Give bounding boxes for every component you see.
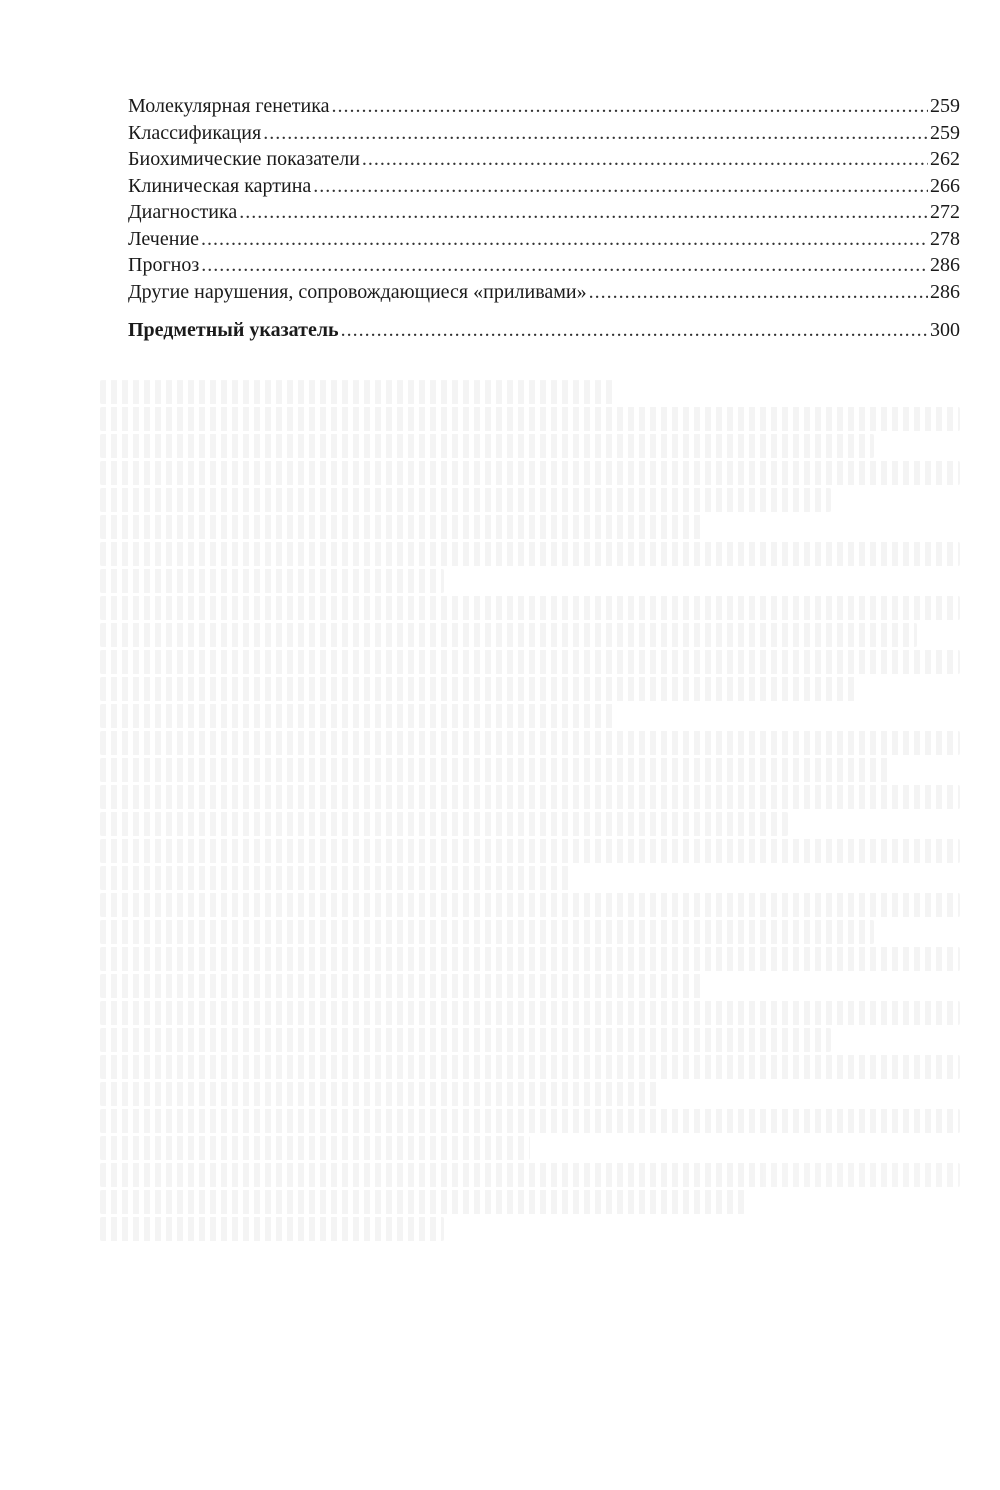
table-of-contents — [128, 93, 960, 344]
toc-dot-leader — [313, 173, 928, 200]
show-through-background — [100, 380, 960, 1380]
toc-entry-diagnostics[interactable] — [128, 199, 960, 226]
toc-dot-leader — [201, 226, 928, 253]
toc-dot-leader — [263, 120, 928, 147]
toc-entry-treatment[interactable] — [128, 226, 960, 253]
toc-entry-page: 272 — [930, 201, 960, 223]
toc-entry-title: Предметный указатель — [128, 319, 339, 341]
toc-entry-title: Другие нарушения, сопровождающиеся «приливами» — [128, 280, 587, 303]
toc-entry-subject-index[interactable] — [128, 317, 960, 344]
toc-dot-leader — [362, 146, 928, 173]
toc-entry-title: Прогноз — [128, 254, 200, 276]
toc-entry-page: 286 — [930, 254, 960, 276]
toc-entry-title: Молекулярная генетика — [128, 95, 330, 117]
toc-entry-other-disorders[interactable] — [128, 279, 960, 306]
toc-entry-page: 300 — [930, 319, 960, 341]
toc-dot-leader — [332, 93, 928, 120]
toc-entry-page: 286 — [930, 280, 960, 303]
toc-dot-leader — [589, 279, 928, 306]
toc-entry-title: Клиническая картина — [128, 174, 312, 197]
toc-dot-leader — [239, 199, 928, 226]
toc-entry-page: 259 — [930, 95, 960, 117]
toc-entry-page: 278 — [930, 227, 960, 250]
toc-entry-page: 266 — [930, 174, 960, 197]
toc-dot-leader — [201, 252, 928, 279]
toc-entry-molecular-genetics[interactable] — [128, 93, 960, 120]
toc-entry-page: 262 — [930, 148, 960, 170]
toc-entry-page: 259 — [930, 121, 960, 144]
toc-entry-title: Диагностика — [128, 201, 238, 223]
toc-entry-biochemical-markers[interactable] — [128, 146, 960, 173]
toc-dot-leader — [341, 317, 928, 344]
toc-entry-title: Классификация — [128, 121, 262, 144]
toc-entry-title: Лечение — [128, 227, 200, 250]
toc-entry-clinical-picture[interactable] — [128, 173, 960, 200]
toc-entry-title: Биохимические показатели — [128, 148, 360, 170]
toc-entry-classification[interactable] — [128, 120, 960, 147]
toc-entry-prognosis[interactable] — [128, 252, 960, 279]
